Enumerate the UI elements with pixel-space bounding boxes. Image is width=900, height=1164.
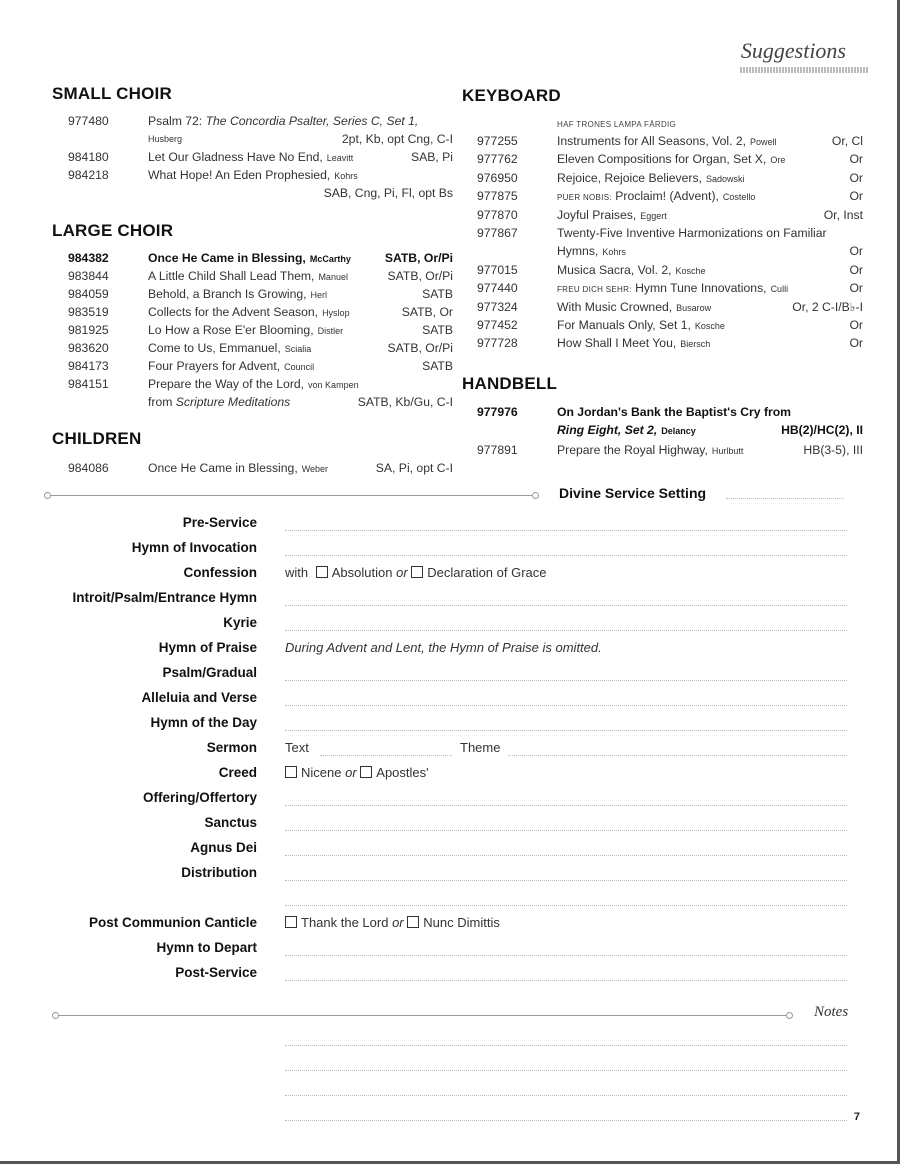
item-title: Four Prayers for Advent, Council bbox=[148, 359, 315, 373]
divider-end-dot bbox=[786, 1012, 793, 1019]
item-code: 977976 bbox=[477, 405, 518, 419]
post-service-entry-line[interactable] bbox=[285, 980, 847, 981]
divider-line bbox=[50, 495, 532, 496]
item-code: 984180 bbox=[68, 150, 109, 164]
declaration-checkbox[interactable] bbox=[411, 566, 423, 578]
psalm-gradual-entry-line[interactable] bbox=[285, 680, 847, 681]
item-voicing: Or bbox=[849, 170, 863, 185]
divider-end-dot bbox=[532, 492, 539, 499]
label-offering: Offering/Offertory bbox=[142, 790, 257, 805]
item-title: On Jordan's Bank the Baptist's Cry from bbox=[557, 405, 792, 419]
item-code: 977452 bbox=[477, 318, 518, 332]
item-voicing: Or, Cl bbox=[831, 134, 863, 148]
item-title: Come to Us, Emmanuel, Scialia bbox=[148, 341, 312, 355]
agnus-entry-line[interactable] bbox=[285, 855, 847, 856]
sermon-theme-label: Theme bbox=[460, 740, 501, 755]
item-code: 977480 bbox=[68, 114, 109, 128]
item-code: 984059 bbox=[68, 287, 109, 301]
item-code: 977870 bbox=[477, 207, 518, 222]
label-psalm-gradual: Psalm/Gradual bbox=[162, 665, 257, 680]
item-code: 977728 bbox=[477, 336, 518, 351]
item-voicing: SATB bbox=[422, 359, 453, 373]
sanctus-entry-line[interactable] bbox=[285, 830, 847, 831]
hymn-day-entry-line[interactable] bbox=[285, 730, 847, 731]
item-code: 976950 bbox=[477, 170, 518, 185]
item-code: 983519 bbox=[68, 305, 109, 319]
label-hymn-of-invocation: Hymn of Invocation bbox=[131, 540, 257, 555]
item-voicing: HB(2)/HC(2), II bbox=[781, 423, 863, 437]
apostles-checkbox[interactable] bbox=[360, 766, 372, 778]
notes-line-4[interactable] bbox=[285, 1120, 847, 1121]
item-voicing: SATB, Or bbox=[401, 305, 453, 319]
tune-name: HAF TRONES LAMPA FÄRDIG bbox=[557, 120, 677, 129]
item-title: FREU DICH SEHR: Hymn Tune Innovations, Culli bbox=[557, 281, 789, 296]
item-voicing: SATB bbox=[422, 287, 453, 301]
page-title: Suggestions bbox=[740, 38, 846, 63]
notes-heading: Notes bbox=[814, 1004, 849, 1020]
item-title: Musica Sacra, Vol. 2, Kosche bbox=[557, 262, 706, 277]
kyrie-entry-line[interactable] bbox=[285, 630, 847, 631]
item-voicing: SATB, Or/Pi bbox=[384, 251, 453, 265]
label-hymn-to-depart: Hymn to Depart bbox=[156, 940, 257, 955]
canticle-options: Thank the Lord or Nunc Dimittis bbox=[285, 915, 500, 930]
item-code: 981925 bbox=[68, 323, 109, 337]
item-voicing: SAB, Pi bbox=[411, 150, 453, 164]
item-code: 983844 bbox=[68, 269, 109, 283]
item-title: With Music Crowned, Busarow bbox=[557, 299, 712, 314]
introit-entry-line[interactable] bbox=[285, 605, 847, 606]
label-pre-service: Pre-Service bbox=[182, 515, 257, 530]
small-choir-heading: SMALL CHOIR bbox=[52, 84, 172, 103]
item-voicing: SAB, Cng, Pi, Fl, opt Bs bbox=[323, 186, 453, 200]
item-title: Once He Came in Blessing, McCarthy bbox=[148, 251, 351, 265]
item-code: 983620 bbox=[68, 341, 109, 355]
item-voicing: SATB, Kb/Gu, C-I bbox=[357, 395, 453, 409]
item-voicing: SATB, Or/Pi bbox=[387, 341, 453, 355]
nunc-dimittis-label: Nunc Dimittis bbox=[423, 915, 500, 930]
label-hymn-of-the-day: Hymn of the Day bbox=[150, 715, 257, 730]
creed-options: Nicene or Apostles' bbox=[285, 765, 429, 780]
item-title: Eleven Compositions for Organ, Set X, Ore bbox=[557, 152, 786, 167]
item-voicing: Or bbox=[849, 244, 863, 259]
item-voicing: Or bbox=[849, 189, 863, 204]
item-title: How Shall I Meet You, Biersch bbox=[557, 336, 711, 351]
handbell-heading: HANDBELL bbox=[462, 374, 558, 393]
item-code: 977015 bbox=[477, 262, 518, 277]
page-number: 7 bbox=[853, 1111, 860, 1123]
absolution-checkbox[interactable] bbox=[316, 566, 328, 578]
item-title: What Hope! An Eden Prophesied, Kohrs bbox=[148, 168, 358, 182]
item-voicing: Or, 2 C-I/B♭-I bbox=[792, 299, 863, 314]
label-distribution: Distribution bbox=[181, 865, 257, 880]
item-voicing: SA, Pi, opt C-I bbox=[375, 461, 453, 475]
nunc-dimittis-checkbox[interactable] bbox=[407, 916, 419, 928]
label-alleluia: Alleluia and Verse bbox=[141, 690, 257, 705]
item-code: 984218 bbox=[68, 168, 109, 182]
item-title: Behold, a Branch Is Growing, Herl bbox=[148, 287, 328, 301]
label-sermon: Sermon bbox=[206, 740, 257, 755]
item-code: 977762 bbox=[477, 152, 518, 167]
offering-entry-line[interactable] bbox=[285, 805, 847, 806]
sermon-theme-entry-line[interactable] bbox=[508, 755, 847, 756]
label-introit: Introit/Psalm/Entrance Hymn bbox=[72, 590, 257, 605]
hymn-depart-entry-line[interactable] bbox=[285, 955, 847, 956]
hymn-praise-note: During Advent and Lent, the Hymn of Praise is omitted. bbox=[285, 640, 602, 655]
item-code: 977324 bbox=[477, 299, 518, 314]
item-voicing: 2pt, Kb, opt Cng, C-I bbox=[341, 132, 453, 146]
confession-options: with Absolution or Declaration of Grace bbox=[285, 565, 547, 580]
item-code: 984382 bbox=[68, 251, 109, 265]
item-title: Joyful Praises, Eggert bbox=[557, 207, 667, 222]
notes-line-3[interactable] bbox=[285, 1095, 847, 1096]
label-creed: Creed bbox=[218, 765, 257, 780]
label-post-service: Post-Service bbox=[175, 965, 257, 980]
item-code: 984086 bbox=[68, 461, 109, 475]
item-voicing: Or bbox=[849, 281, 863, 296]
item-voicing: Or bbox=[849, 318, 863, 332]
thank-the-lord-checkbox[interactable] bbox=[285, 916, 297, 928]
service-heading: Divine Service Setting bbox=[559, 485, 707, 501]
item-code: 977891 bbox=[477, 443, 518, 457]
item-subtitle: Ring Eight, Set 2, Delancy bbox=[557, 423, 696, 437]
distribution-entry-line-1[interactable] bbox=[285, 880, 847, 881]
list-item bbox=[68, 166, 453, 202]
list-item bbox=[477, 403, 863, 439]
item-voicing: SATB, Or/Pi bbox=[387, 269, 453, 283]
item-code: 977875 bbox=[477, 189, 518, 204]
label-post-communion: Post Communion Canticle bbox=[88, 915, 257, 930]
label-agnus-dei: Agnus Dei bbox=[190, 840, 257, 855]
absolution-label: Absolution bbox=[331, 565, 393, 580]
item-title: For Manuals Only, Set 1, Kosche bbox=[557, 318, 725, 332]
item-title: Rejoice, Rejoice Believers, Sadowski bbox=[557, 170, 745, 185]
label-sanctus: Sanctus bbox=[204, 815, 257, 830]
distribution-entry-line-2[interactable] bbox=[285, 905, 847, 906]
item-title: A Little Child Shall Lead Them, Manuel bbox=[148, 269, 348, 283]
item-voicing: SATB bbox=[422, 323, 453, 337]
large-choir-heading: LARGE CHOIR bbox=[52, 221, 174, 240]
item-title: Psalm 72: The Concordia Psalter, Series C, Set 1, bbox=[148, 114, 419, 128]
item-voicing: Or bbox=[849, 336, 863, 351]
apostles-label: Apostles' bbox=[376, 765, 429, 780]
label-confession: Confession bbox=[183, 565, 257, 580]
item-voicing: HB(3-5), III bbox=[803, 443, 863, 457]
notes-line-2[interactable] bbox=[285, 1070, 847, 1071]
item-title: Once He Came in Blessing, Weber bbox=[148, 461, 329, 475]
item-voicing: Or bbox=[849, 262, 863, 277]
label-hymn-of-praise: Hymn of Praise bbox=[158, 640, 257, 655]
item-title: Prepare the Royal Highway, Hurlbutt bbox=[557, 443, 744, 457]
item-code: 977440 bbox=[477, 281, 518, 296]
item-title: Collects for the Advent Season, Hyslop bbox=[148, 305, 350, 319]
item-title: from Scripture Meditations bbox=[148, 395, 291, 409]
item-composer: Husberg bbox=[148, 134, 183, 144]
item-title: Let Our Gladness Have No End, Leavitt bbox=[148, 150, 354, 164]
divider-line bbox=[58, 1015, 786, 1016]
item-title: Prepare the Way of the Lord, von Kampen bbox=[148, 377, 359, 391]
header-rule bbox=[740, 67, 868, 73]
item-code: 977255 bbox=[477, 134, 518, 148]
nicene-label: Nicene bbox=[301, 765, 342, 780]
heading-rule bbox=[726, 498, 844, 499]
declaration-label: Declaration of Grace bbox=[427, 565, 547, 580]
thank-the-lord-label: Thank the Lord bbox=[301, 915, 389, 930]
list-item bbox=[68, 112, 453, 148]
notes-line-1[interactable] bbox=[285, 1045, 847, 1046]
item-voicing: Or bbox=[849, 152, 863, 167]
hymn-invocation-entry-line[interactable] bbox=[285, 555, 847, 556]
sermon-text-label: Text bbox=[285, 740, 309, 755]
sermon-text-entry-line[interactable] bbox=[320, 755, 452, 756]
pre-service-entry-line[interactable] bbox=[285, 530, 847, 531]
item-voicing: Or, Inst bbox=[823, 207, 863, 222]
item-title: Twenty-Five Inventive Harmonizations on Familiar bbox=[557, 226, 827, 240]
item-title: Lo How a Rose E'er Blooming, Distler bbox=[148, 323, 344, 337]
item-title: Hymns, Kohrs bbox=[557, 244, 626, 259]
item-code: 984173 bbox=[68, 359, 109, 373]
label-kyrie: Kyrie bbox=[223, 615, 257, 630]
children-heading: CHILDREN bbox=[52, 429, 142, 448]
item-title: PUER NOBIS: Proclaim! (Advent), Costello bbox=[557, 189, 756, 204]
nicene-checkbox[interactable] bbox=[285, 766, 297, 778]
alleluia-entry-line[interactable] bbox=[285, 705, 847, 706]
keyboard-heading: KEYBOARD bbox=[462, 86, 561, 105]
item-title: Instruments for All Seasons, Vol. 2, Powell bbox=[557, 134, 777, 148]
item-code: 984151 bbox=[68, 377, 109, 391]
item-code: 977867 bbox=[477, 226, 518, 240]
